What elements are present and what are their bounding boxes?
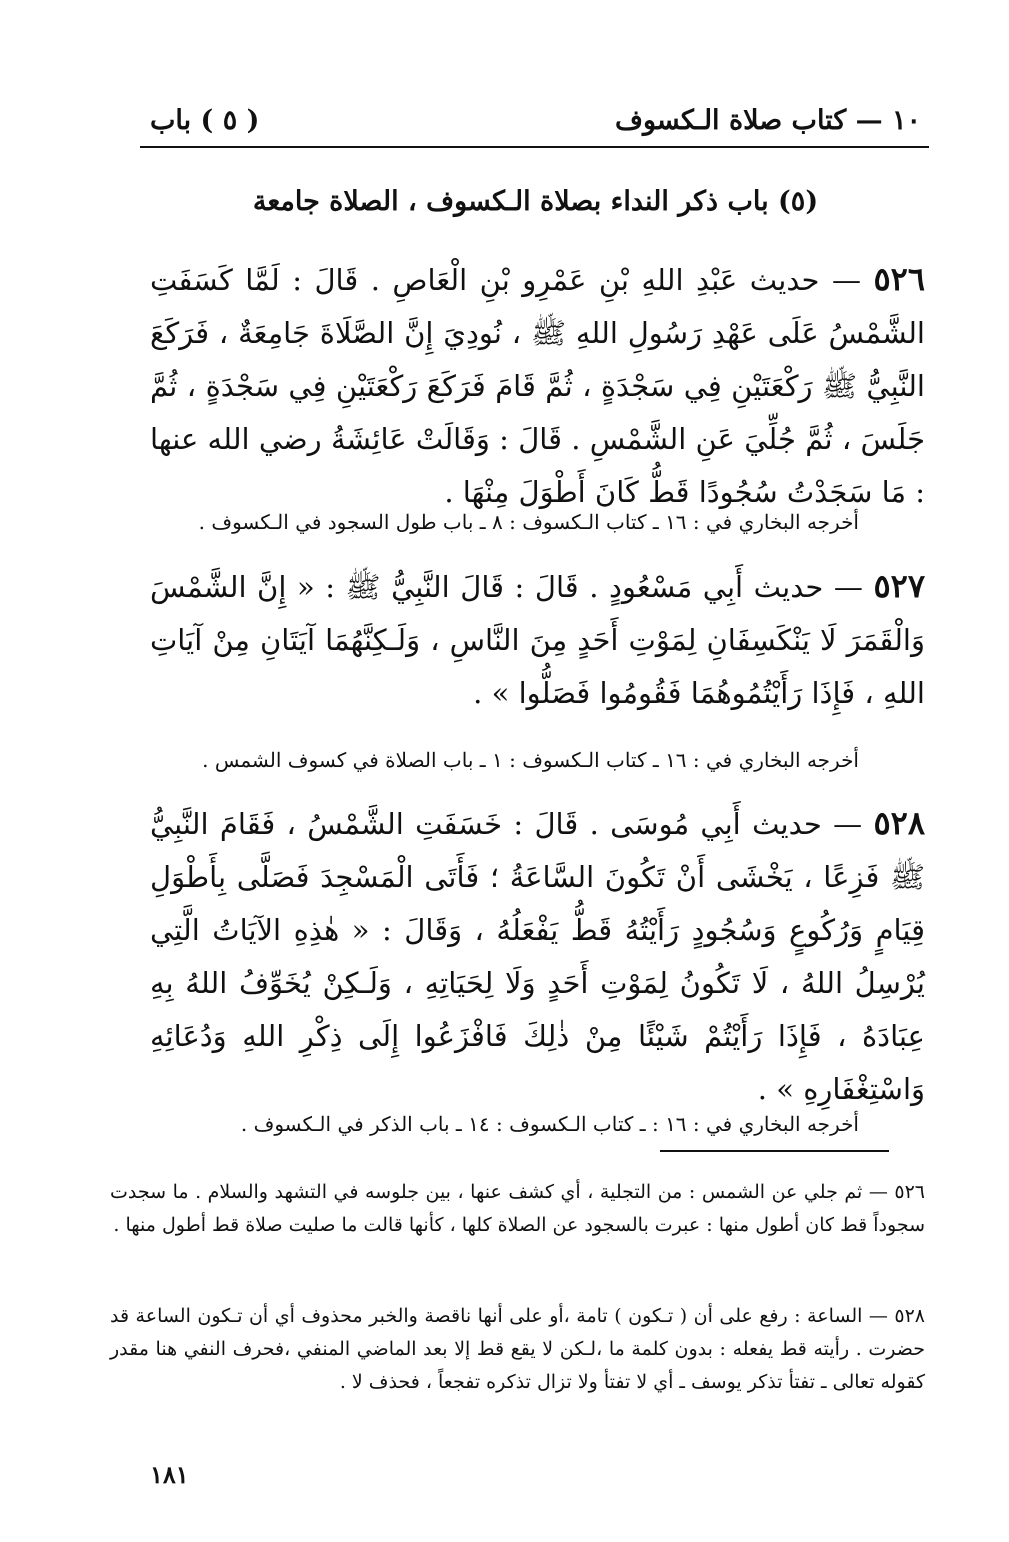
footnote-526: ٥٢٦ — ثم جلي عن الشمس : من التجلية ، أي كشف عنها ، بين جلوسه في التشهد والسلام . ما سجدت سجوداً قط كان أطول منها : عبرت بالسجود عن الصلاة كلها ، كأنها قالت ما صليت صلاة قط أطول منها . (110, 1181, 925, 1236)
hadith-number: ٥٢٧ (873, 567, 925, 605)
header-rule (140, 146, 929, 148)
page-number: ١٨١ (150, 1460, 189, 1489)
hadith-text: — حديث عَبْدِ اللهِ بْنِ عَمْرِو بْنِ الْعَاصِ . قَالَ : لَمَّا كَسَفَتِ الشَّمْسُ عَلَى عَهْدِ رَسُولِ اللهِ ﷺ ، نُودِيَ إِنَّ الصَّلَاةَ جَامِعَةٌ ، فَرَكَعَ النَّبِيُّ ﷺ رَكْعَتَيْنِ فِي سَجْدَةٍ ، ثُمَّ قَامَ فَرَكَعَ رَكْعَتَيْنِ فِي سَجْدَةٍ ، ثُمَّ جَلَسَ ، ثُمَّ جُلِّيَ عَنِ الشَّمْسِ . قَالَ : وَقَالَتْ عَائِشَةُ رضي الله عنها : مَا سَجَدْتُ سُجُودًا قَطُّ كَانَ أَطْوَلَ مِنْهَا . (150, 263, 925, 509)
header-book-title: ١٠ — كتاب صلاة الـكسوف (614, 104, 921, 136)
hadith-number: ٥٢٦ (873, 260, 925, 298)
hadith-527 (150, 560, 925, 720)
hadith-source: أخرجه البخاري في : ١٦ : ـ كتاب الـكسوف : ١٤ ـ باب الذكر في الـكسوف . (240, 1112, 859, 1136)
header-chapter-ref: ( ٥ ) باب (150, 104, 260, 136)
hadith-number: ٥٢٨ (873, 804, 926, 842)
footnote-rule (660, 1150, 889, 1152)
running-header (150, 100, 921, 140)
chapter-title: (٥) باب ذكر النداء بصلاة الـكسوف ، الصلاة جامعة (252, 186, 819, 217)
hadith-526 (150, 253, 925, 519)
hadith-text: — حديث أَبِي مُوسَى . قَالَ : خَسَفَتِ الشَّمْسُ ، فَقَامَ النَّبِيُّ ﷺ فَزِعًا ، يَخْشَى أَنْ تَكُونَ السَّاعَةُ ؛ فَأَتَى الْمَسْجِدَ فَصَلَّى بِأَطْوَلِ قِيَامٍ وَرُكُوعٍ وَسُجُودٍ رَأَيْتُهُ قَطُّ يَفْعَلُهُ ، وَقَالَ : « هٰذِهِ الآيَاتُ الَّتِي يُرْسِلُ اللهُ ، لَا تَكُونُ لِمَوْتِ أَحَدٍ وَلَا لِحَيَاتِهِ ، وَلَـكِنْ يُخَوِّفُ اللهُ بِهِ عِبَادَهُ ، فَإِذَا رَأَيْتُمْ شَيْئًا مِنْ ذٰلِكَ فَافْزَعُوا إِلَى ذِكْرِ اللهِ وَدُعَائِهِ وَاسْتِغْفَارِهِ » . (150, 807, 925, 1106)
hadith-source: أخرجه البخاري في : ١٦ ـ كتاب الـكسوف : ١ ـ باب الصلاة في كسوف الشمس . (202, 748, 859, 772)
footnote-528: ٥٢٨ — الساعة : رفع على أن ( تـكون ) تامة ،أو على أنها ناقصة والخبر محذوف أي أن تـكون الساعة قد حضرت . رأيته قط يفعله : بدون كلمة ما ،لـكن لا يقع قط إلا بعد الماضي المنفي ،فحرف النفي هنا مقدر كقوله تعالى ـ تفتأ تذكر يوسف ـ أي لا تفتأ ولا تزال تذكره تفجعاً ، فحذف لا . (110, 1305, 925, 1393)
hadith-source: أخرجه البخاري في : ١٦ ـ كتاب الـكسوف : ٨ ـ باب طول السجود في الـكسوف . (198, 510, 859, 534)
hadith-text: — حديث أَبِي مَسْعُودٍ . قَالَ : قَالَ النَّبِيُّ ﷺ : « إِنَّ الشَّمْسَ وَالْقَمَرَ لَا يَنْكَسِفَانِ لِمَوْتِ أَحَدٍ مِنَ النَّاسِ ، وَلَـكِنَّهُمَا آيَتَانِ مِنْ آيَاتِ اللهِ ، فَإِذَا رَأَيْتُمُوهُمَا فَقُومُوا فَصَلُّوا » . (150, 570, 925, 710)
hadith-528 (150, 797, 925, 1116)
